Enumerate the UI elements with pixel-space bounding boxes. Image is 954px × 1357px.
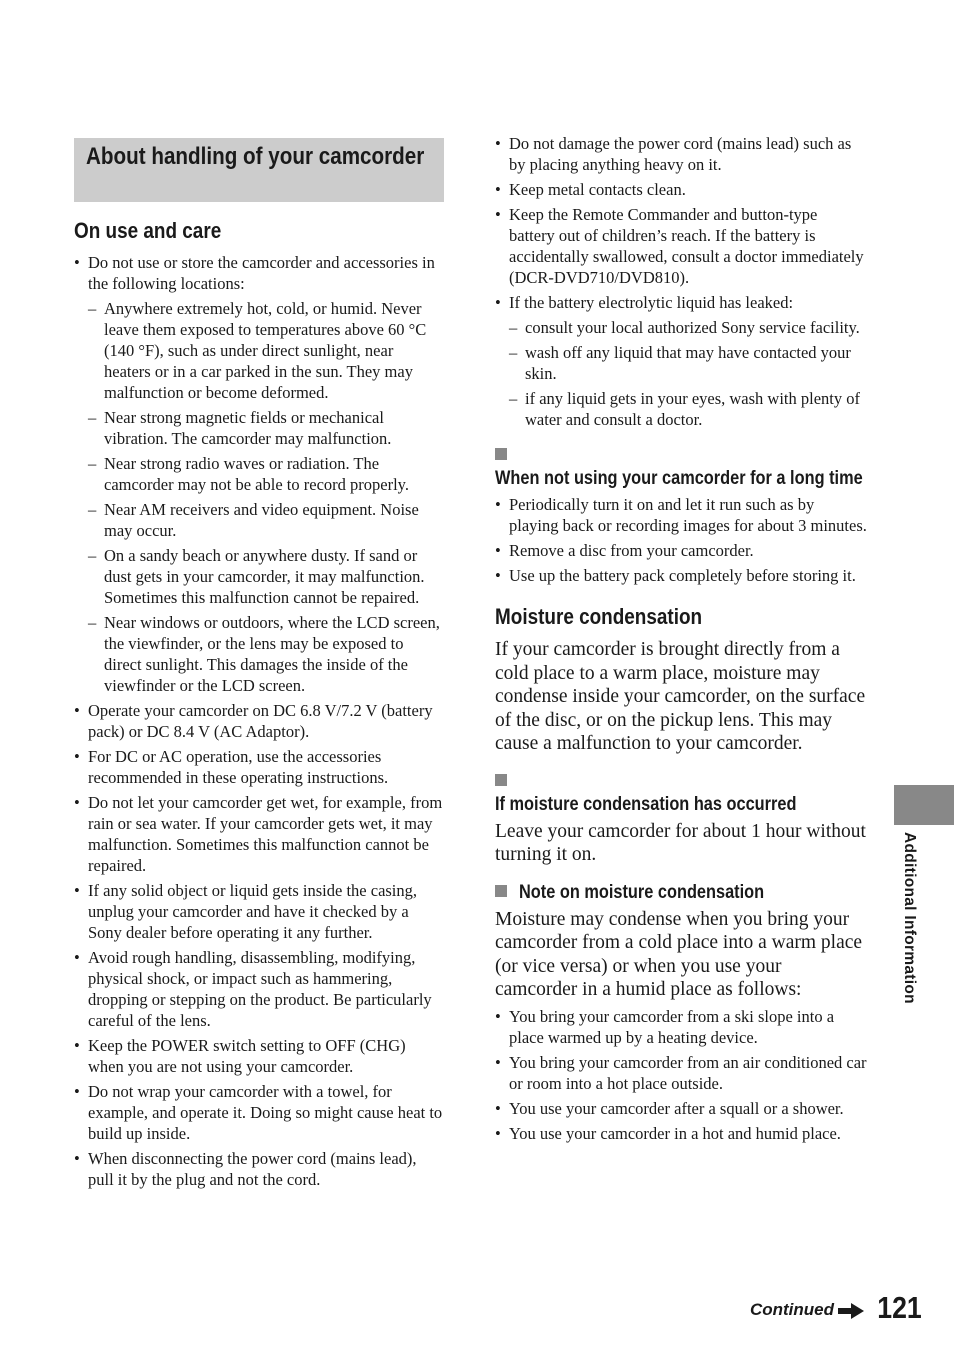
use-care-list <box>74 252 444 1190</box>
subheading-occurred: If moisture condensation has occurred <box>495 770 867 816</box>
left-column <box>74 138 444 1194</box>
list-item: • Avoid rough handling, disassembling, modifying, physical shock, or impact such as hammering, dropping or stepping on the product. Be particularly careful of the lens. <box>74 947 444 1031</box>
section-heading-use-and-care: On use and care <box>74 218 222 243</box>
note-list <box>495 1006 867 1144</box>
list-item: • Do not wrap your camcorder with a towel, for example, and operate it. Doing so might cause heat to build up inside. <box>74 1081 444 1144</box>
page-footer <box>700 1290 922 1330</box>
subheading-note: Note on moisture condensation <box>495 881 867 904</box>
occurred-paragraph: Leave your camcorder for about 1 hour without turning it on. <box>495 820 866 865</box>
moisture-paragraph: If your camcorder is brought directly from a cold place to a warm place, moisture may condense inside your camcorder, on the surface of the disc, or on the pickup lens. This may cause a malfunction to your camcorder. <box>495 639 866 754</box>
list-item: • Keep metal contacts clean. <box>495 179 867 200</box>
continued-label: Continued <box>749 1300 834 1319</box>
chapter-tab-label: Additional Information <box>901 832 918 1004</box>
sub-list-item: – Near AM receivers and video equipment. Noise may occur. <box>88 499 444 541</box>
list-item: • When disconnecting the power cord (mains lead), pull it by the plug and not the cord. <box>74 1148 444 1190</box>
section-heading-moisture: Moisture condensation <box>495 604 703 629</box>
sub-list-item: – if any liquid gets in your eyes, wash with plenty of water and consult a doctor. <box>509 388 867 430</box>
sub-list-item: – wash off any liquid that may have contacted your skin. <box>509 342 867 384</box>
page-number: 121 <box>877 1290 922 1325</box>
chapter-tab <box>894 785 954 825</box>
note-paragraph: Moisture may condense when you bring your camcorder from a cold place into a warm place (or vice versa) or when you use your camcorder in a humid place as follows: <box>495 908 863 1000</box>
sub-list-item: – On a sandy beach or anywhere dusty. If sand or dust gets in your camcorder, it may malfunction. Sometimes this malfunction cannot be repaired. <box>88 545 444 608</box>
sub-list-item: – Near strong magnetic fields or mechanical vibration. The camcorder may malfunction. <box>88 407 444 449</box>
list-item: • You use your camcorder after a squall or a shower. <box>495 1098 867 1119</box>
sub-list-item: – Anywhere extremely hot, cold, or humid. Never leave them exposed to temperatures above 60 °C (140 °F), such as under direct sunlight, near heaters or in a car parked in the sun. They may malfunction or become deformed. <box>88 298 444 403</box>
square-bullet-icon <box>495 448 507 460</box>
right-column <box>495 133 867 1148</box>
care-list-continued <box>495 133 867 430</box>
subheading-not-using: When not using your camcorder for a long time <box>495 444 867 490</box>
list-item: • For DC or AC operation, use the accessories recommended in these operating instructions. <box>74 746 444 788</box>
list-item: • Remove a disc from your camcorder. <box>495 540 867 561</box>
list-item: • You use your camcorder in a hot and humid place. <box>495 1123 867 1144</box>
list-item: • You bring your camcorder from a ski slope into a place warmed up by a heating device. <box>495 1006 867 1048</box>
list-item: • Keep the POWER switch setting to OFF (CHG) when you are not using your camcorder. <box>74 1035 444 1077</box>
location-sublist <box>88 298 444 696</box>
title-box <box>74 138 444 202</box>
list-item: • Use up the battery pack completely before storing it. <box>495 565 867 586</box>
leak-sublist <box>509 317 867 430</box>
square-bullet-icon <box>495 885 507 897</box>
list-item: • You bring your camcorder from an air conditioned car or room into a hot place outside. <box>495 1052 867 1094</box>
list-item: • Do not damage the power cord (mains lead) such as by placing anything heavy on it. <box>495 133 867 175</box>
arrow-right-icon <box>838 1303 864 1319</box>
sub-list-item: – Near strong radio waves or radiation. The camcorder may not be able to record properly. <box>88 453 444 495</box>
list-item: • Do not use or store the camcorder and accessories in the following locations: – Anywhere extremely hot, cold, or humid. Never leave them exposed to temperatures above 60 °C (140 °F), such as under direct sunlight, near heaters or in a car parked in the sun. They may malfunction or become deformed. – Near strong magnetic fields or mechanical vibration. The camcorder may malfunction. – Near strong radio waves or radiation. The camcorder may not be able to record properly. – Near AM receivers and video equipment. Noise may occur. – On a sandy beach or anywhere dusty. If sand or dust gets in your camcorder, it may malfunction. Sometimes this malfunction cannot be repaired. – Near windows or outdoors, where the LCD screen, the viewfinder, or the lens may be exposed to direct sunlight. This damages the inside of the viewfinder or the LCD screen. <box>74 252 444 696</box>
list-item: • Do not let your camcorder get wet, for example, from rain or sea water. If your camcorder gets wet, it may malfunction. Sometimes this malfunction cannot be repaired. <box>74 792 444 876</box>
list-item: • If the battery electrolytic liquid has leaked: – consult your local authorized Sony service facility. – wash off any liquid that may have contacted your skin. – if any liquid gets in your eyes, wash with plenty of water and consult a doctor. <box>495 292 867 430</box>
not-using-list <box>495 494 867 586</box>
list-item: • Keep the Remote Commander and button-type battery out of children’s reach. If the battery is accidentally swallowed, consult a doctor immediately (DCR-DVD710/DVD810). <box>495 204 867 288</box>
square-bullet-icon <box>495 774 507 786</box>
list-item: • If any solid object or liquid gets inside the casing, unplug your camcorder and have it checked by a Sony dealer before operating it any further. <box>74 880 444 943</box>
page-title: About handling of your camcorder <box>86 143 425 170</box>
sub-list-item: – Near windows or outdoors, where the LCD screen, the viewfinder, or the lens may be exposed to direct sunlight. This damages the inside of the viewfinder or the LCD screen. <box>88 612 444 696</box>
sub-list-item: – consult your local authorized Sony service facility. <box>509 317 867 338</box>
list-item: • Operate your camcorder on DC 6.8 V/7.2 V (battery pack) or DC 8.4 V (AC Adaptor). <box>74 700 444 742</box>
list-item: • Periodically turn it on and let it run such as by playing back or recording images for about 3 minutes. <box>495 494 867 536</box>
